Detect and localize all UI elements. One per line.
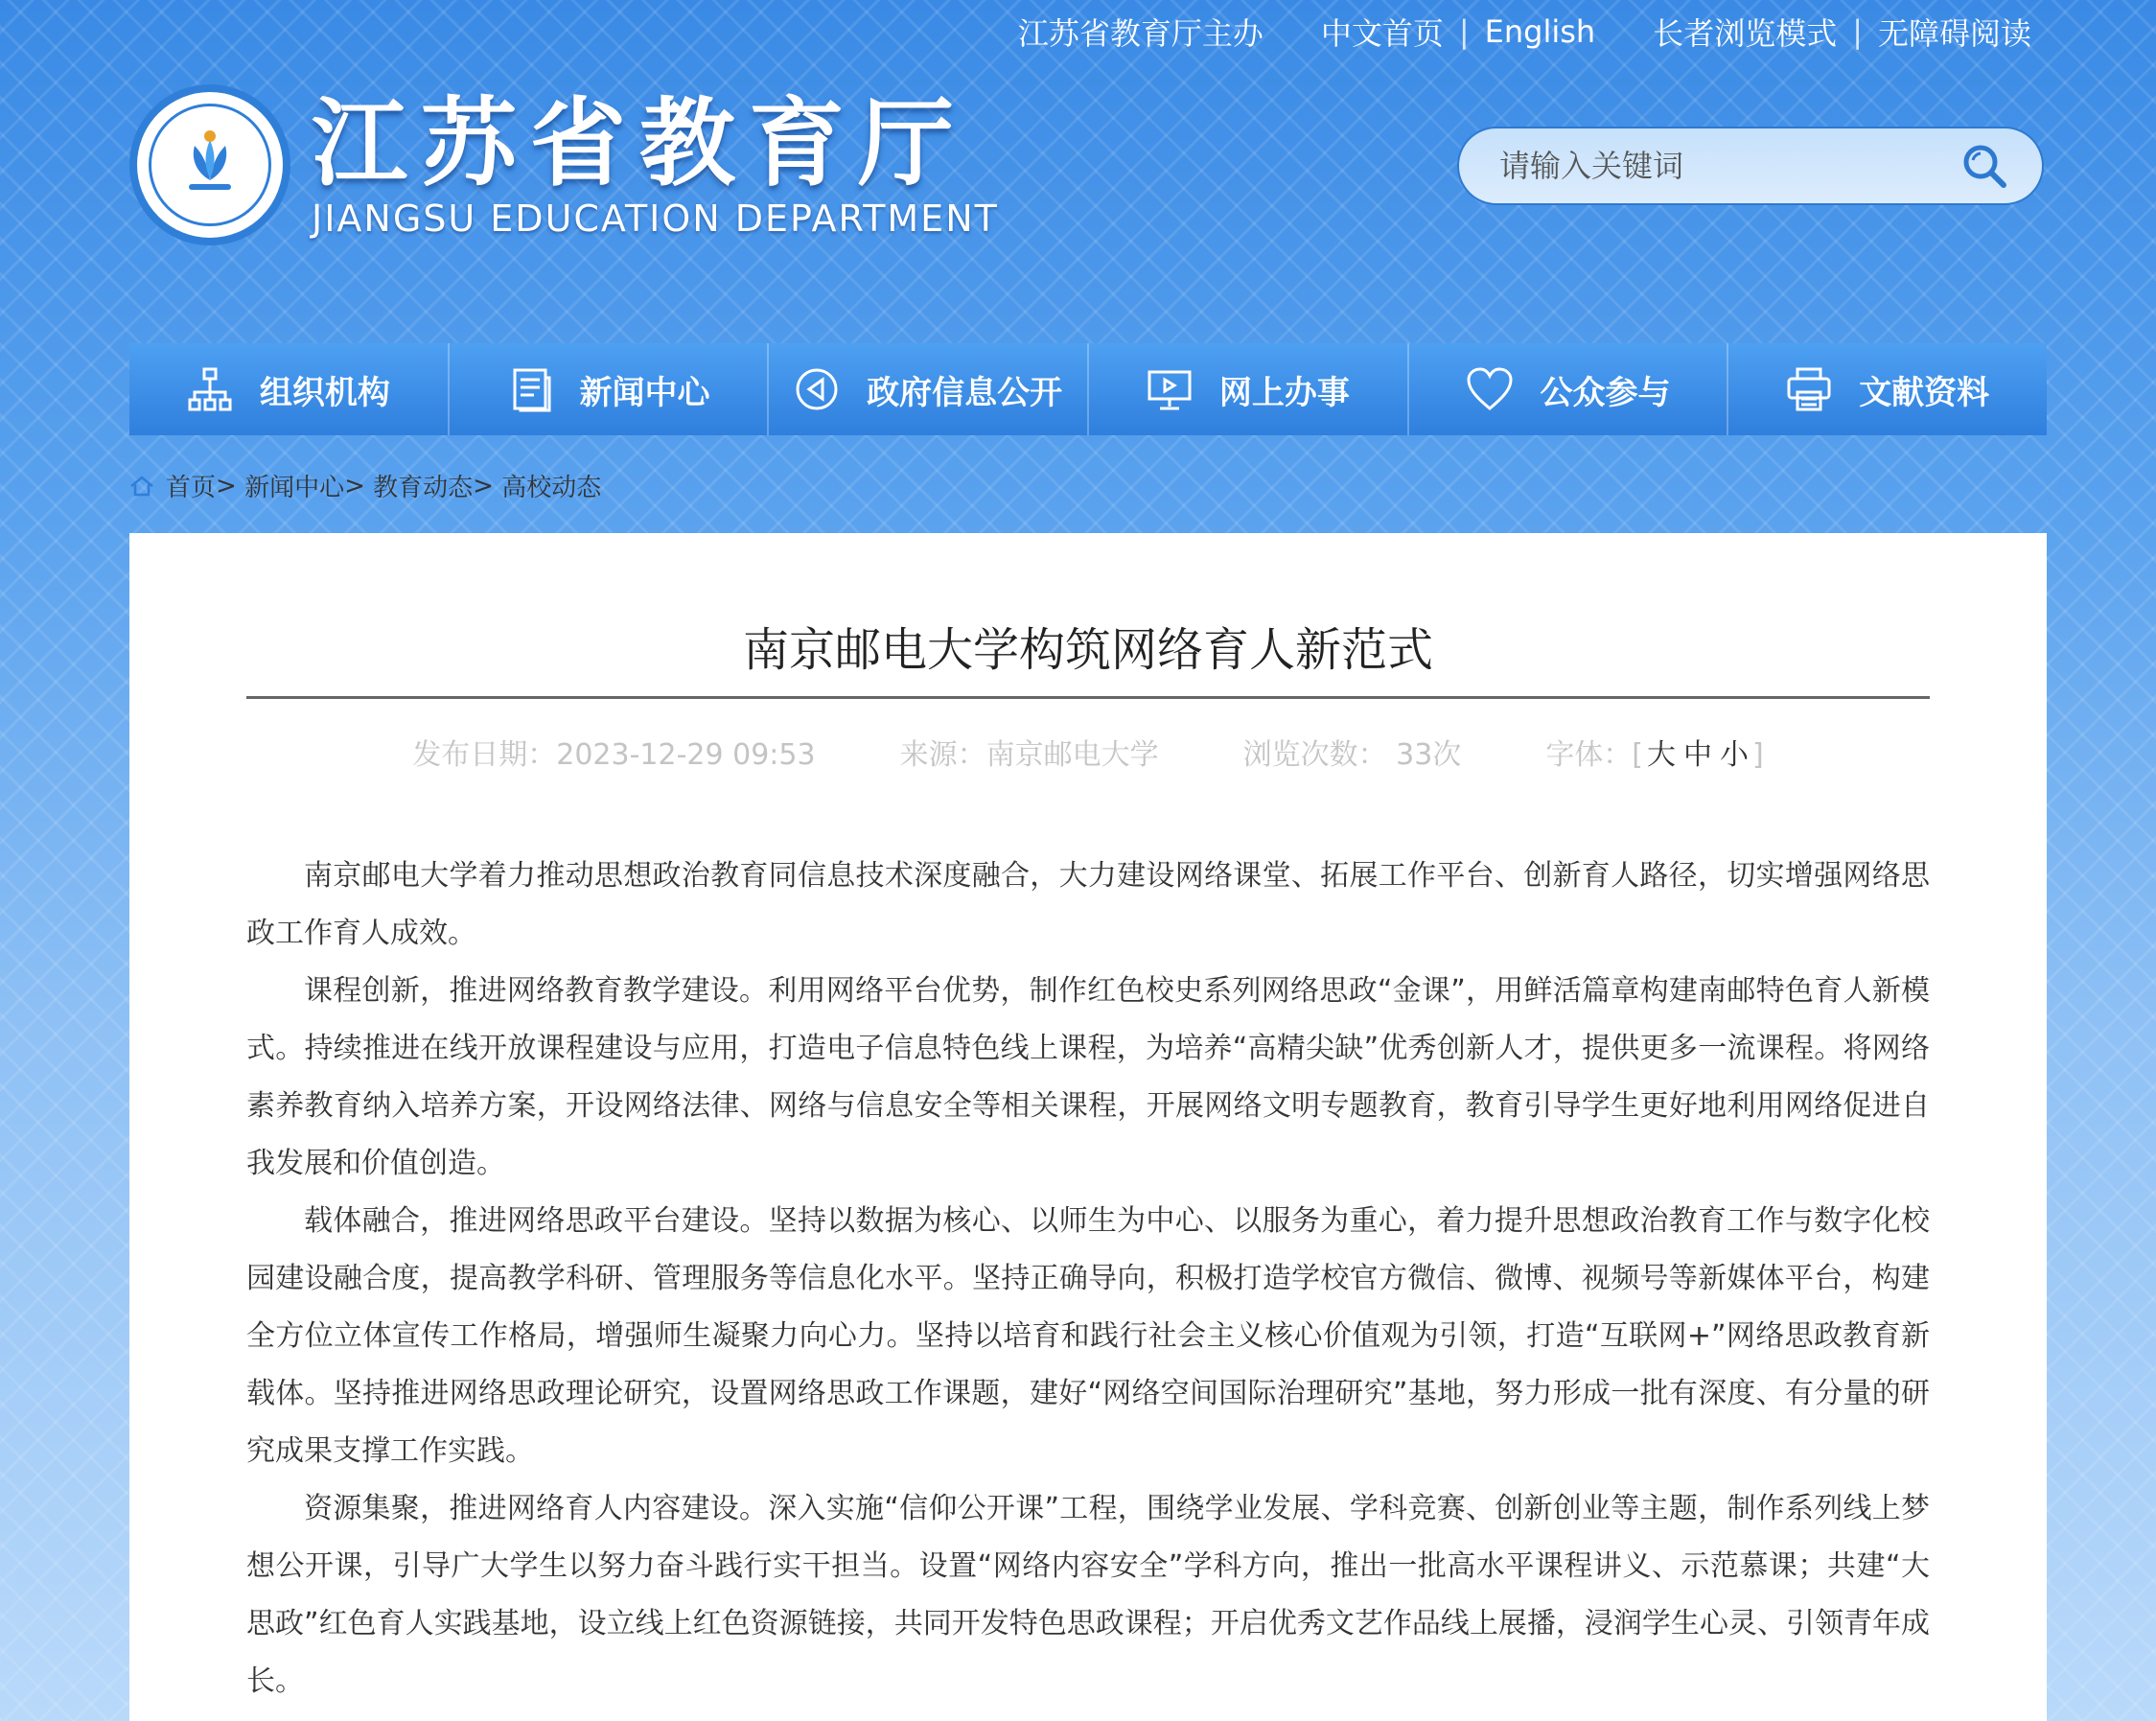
article-body [246, 848, 1930, 1710]
search-button[interactable] [1956, 137, 2013, 195]
article-title: 南京邮电大学构筑网络育人新范式 [742, 623, 1433, 677]
site-title: 江苏省教育厅 [312, 86, 967, 199]
article-panel [129, 533, 2047, 1721]
nav-item-organization[interactable] [129, 343, 450, 435]
emblem-icon [129, 84, 290, 245]
breadcrumb-education-news[interactable]: 教育动态 [373, 474, 474, 502]
announce-icon [794, 366, 840, 412]
font-size-large[interactable]: 大 [1647, 738, 1677, 772]
article-meta [129, 731, 2047, 773]
publish-date: 发布日期：2023-12-29 09:53 [412, 738, 816, 772]
link-chinese-home[interactable]: 中文首页 [1320, 15, 1444, 52]
nav-item-documents[interactable] [1728, 343, 2047, 435]
top-bar [1018, 10, 2031, 54]
link-elder-mode[interactable]: 长者浏览模式 [1653, 15, 1838, 52]
search-input[interactable] [1497, 147, 1956, 185]
home-icon [129, 476, 154, 497]
font-size-small[interactable]: 小 [1720, 738, 1750, 772]
breadcrumb: 首页 > 新闻中心 > 教育动态 > 高校动态 [129, 468, 601, 503]
nav-label: 公众参与 [1540, 373, 1671, 412]
main-nav [129, 343, 2047, 435]
heart-icon [1466, 366, 1514, 412]
title-divider [246, 696, 1930, 699]
divider: | [1852, 13, 1863, 50]
nav-item-online-service[interactable] [1089, 343, 1409, 435]
article-paragraph: 资源集聚，推进网络育人内容建设。深入实施“信仰公开课”工程，围绕学业发展、学科竞赛、创新创业等主题，制作系列线上梦想公开课，引导广大学生以努力奋斗践行实干担当。设置“网络内容安全”学科方向，推出一批高水平课程讲义、示范慕课；共建“大思政”红色育人实践基地，设立线上红色资源链接，共同开发特色思政课程；开启优秀文艺作品线上展播，浸润学生心灵、引领青年成长。 [246, 1492, 1930, 1698]
nav-label: 组织机构 [259, 373, 390, 412]
nav-item-news[interactable] [450, 343, 770, 435]
font-size-close: ] [1752, 738, 1764, 772]
nav-label: 政府信息公开 [867, 373, 1063, 412]
nav-item-gov-info[interactable] [769, 343, 1089, 435]
site-title-english: JIANGSU EDUCATION DEPARTMENT [312, 198, 999, 240]
article-paragraph: 南京邮电大学着力推动思想政治教育同信息技术深度融合，大力建设网络课堂、拓展工作平台、创新育人路径，切实增强网络思政工作育人成效。 [246, 859, 1930, 950]
printer-icon [1786, 366, 1832, 412]
nav-item-public-participation[interactable] [1409, 343, 1729, 435]
font-size-control [1545, 731, 1763, 773]
breadcrumb-news-center[interactable]: 新闻中心 [244, 474, 345, 502]
nav-label: 新闻中心 [579, 373, 710, 412]
nav-label: 网上办事 [1218, 373, 1350, 412]
link-accessible-reading[interactable]: 无障碍阅读 [1877, 15, 2031, 52]
monitor-icon [1147, 366, 1193, 412]
search-icon [1960, 142, 2008, 190]
divider: | [1458, 13, 1470, 50]
article-paragraph: 课程创新，推进网络教育教学建设。利用网络平台优势，制作红色校史系列网络思政“金课”，用鲜活篇章构建南邮特色育人新模式。持续推进在线开放课程建设与应用，打造电子信息特色线上课程，为培养“高精尖缺”优秀创新人才，提供更多一流课程。将网络素养教育纳入培养方案，开设网络法律、网络与信息安全等相关课程，开展网络文明专题教育，教育引导学生更好地利用网络促进自我发展和价值创造。 [246, 974, 1930, 1180]
document-icon [507, 366, 553, 412]
view-count: 浏览次数： 33次 [1242, 738, 1462, 772]
breadcrumb-university-news[interactable]: 高校动态 [501, 474, 602, 502]
site-logo[interactable] [129, 84, 999, 245]
article-paragraph: 载体融合，推进网络思政平台建设。坚持以数据为核心、以师生为中心、以服务为重心，着力提升思想政治教育工作与数字化校园建设融合度，提高教学科研、管理服务等信息化水平。坚持正确导向，积极打造学校官方微信、微博、视频号等新媒体平台，构建全方位立体宣传工作格局，增强师生凝聚力向心力。坚持以培育和践行社会主义核心价值观为引领，打造“互联网+”网络思政教育新载体。坚持推进网络思政理论研究，设置网络思政工作课题，建好“网络空间国际治理研究”基地，努力形成一批有深度、有分量的研究成果支撑工作实践。 [246, 1204, 1930, 1468]
org-chart-icon [187, 366, 233, 412]
sponsor-text: 江苏省教育厅主办 [1017, 15, 1263, 52]
article-source: 来源：南京邮电大学 [899, 738, 1159, 772]
font-size-medium[interactable]: 中 [1683, 738, 1713, 772]
link-english[interactable]: English [1484, 13, 1596, 50]
nav-label: 文献资料 [1859, 373, 1990, 412]
breadcrumb-home[interactable]: 首页 [166, 474, 217, 502]
search-box [1457, 127, 2044, 205]
font-size-label: 字体：[ [1545, 738, 1644, 772]
